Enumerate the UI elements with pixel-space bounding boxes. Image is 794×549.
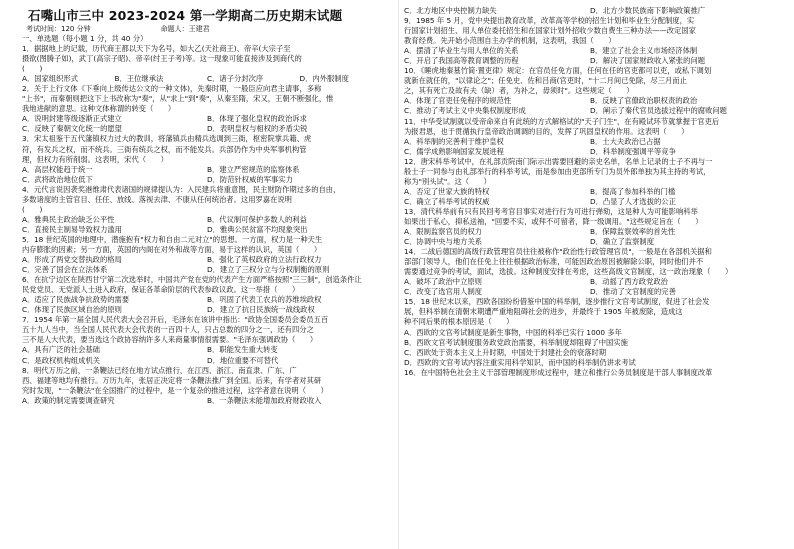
text-line: 符，有发兵之权，而不统兵。三衙有统兵之权，而不能发兵。兵部仍作为中央军事机构管 — [22, 144, 307, 154]
text-line: 多数诸度的主管官目、任任、放线、落视去津、不康从任何统治者。这用罗嘉在说明 — [22, 194, 292, 204]
text-line: 为报君恩，也于贯循执行皇帝政治调调的目的，发挥了巩固皇权的作用。这表明（ ） — [404, 126, 689, 136]
text-line: 16．在中国特色社会主义干部管理制度形成过程中，建立和推行公务员制度是干部人事制度改革 — [404, 367, 713, 377]
answer-option: B．保障监察效率的首先性 — [590, 227, 676, 237]
answer-option: B．体现了强化皇权的政治诉求 — [207, 114, 307, 124]
answer-option: D．防范针权威的军事实力 — [207, 174, 293, 184]
answer-option: D．雅典公民贫富不均现象突出 — [207, 224, 308, 234]
text-line: 民党党员、无党派人士进入政府，保证各革命阶层的代表参政议政。这一举措（ ） — [22, 285, 300, 295]
answer-option: A．摆清了毕业生与用人单位的关系 — [404, 46, 519, 56]
text-line: 内存膨胀的因素；另一方面，英国的内阁在对外和战等方面，易于这样的认识，英国（ ） — [22, 244, 322, 254]
answer-options-row — [22, 305, 392, 315]
text-line: 之，其有死亡及故有夫（缺）者，为补之，毋须时"。这些规定（ ） — [404, 86, 634, 96]
text-line: 需要通过竞争的考试，面试，选拔。这种制度安排在考虑，这些高级文官制度，这一政治现象（ ） — [404, 267, 733, 277]
answer-options-row — [22, 124, 392, 134]
answer-options-row — [22, 175, 392, 185]
text-line: 教育经费。先开始小范围自主办学的机制，这表明，我国（ ） — [404, 36, 616, 46]
left-column — [22, 6, 392, 406]
answer-options-row — [22, 114, 392, 124]
text-line: 般士子一同参与由礼部举行的科举考试，而是参加由吏部所专门为员外郎单独为其主持的考试， — [404, 166, 711, 176]
answer-options-row — [22, 165, 392, 175]
text-line: 西、福建等地均有推行。万历九年，张居正决定将一条鞭法推广到全国。后来，有学者对其研 — [22, 375, 322, 385]
answer-option: B．建立严密规范的监察体系 — [207, 164, 300, 174]
answer-option: D．建立了抗日民族统一战线政权 — [207, 305, 315, 315]
answer-options-row — [404, 187, 776, 197]
text-line: 3．宋太祖鉴于五代藩镇权力过大的教训，将藩镇兵由精兵选调到三衙，枢密院掌兵籍、虎 — [22, 134, 312, 144]
answer-option: C．确立了科举考试的权威 — [404, 196, 490, 206]
answer-options-row — [404, 106, 776, 116]
answer-option: C．儒学成熟影响国家发展进程 — [404, 146, 504, 156]
answer-option: D．科举制度强调平等竞争 — [590, 146, 676, 156]
answer-options-row — [22, 225, 392, 235]
answer-option: C．推动了考试主义中央集权制度形成 — [404, 106, 526, 116]
answer-option: C．北方地区中央控制力缺失 — [404, 6, 497, 15]
left-questions — [22, 44, 392, 406]
text-line: 究时发现，"一条鞭法"在全国推广的过程中，是一个复杂的推进过程，这学者意在说明（ ） — [22, 385, 328, 395]
exam-time: 考试时间：120 分钟 — [26, 25, 91, 33]
answer-options-row — [22, 265, 392, 275]
answer-option: A．高层权能趋于统一 — [22, 164, 93, 174]
text-line: 行国家计划招生、用人单位委托招生和在国家计划外招收少数自费生三种办法——改定国家 — [404, 26, 696, 36]
text-line: 5．18 世纪英国的地理中，潜施抱有"权力和自由二元对立"的思想。一方面，权力是一种天生 — [22, 234, 323, 244]
section-title: 一、单选题（每小题 1 分，共 40 分） — [22, 34, 148, 43]
column-divider — [398, 0, 399, 549]
answer-options-row — [404, 56, 776, 66]
exam-author: 命题人：王建君 — [160, 25, 210, 33]
answer-option: D．解决了国家财政收入紧张的问题 — [590, 56, 706, 66]
answer-option: A．适应了民族战争抗敌势的需要 — [22, 295, 130, 305]
answer-option: B．代议制可保护多数人的利益 — [207, 214, 307, 224]
answer-option: C．改变了选官用人制度 — [404, 287, 483, 297]
answer-option: C．是政权机构组成机关 — [22, 355, 101, 365]
answer-option: C．完善了国会在立法体系 — [22, 265, 108, 275]
answer-options-row — [404, 46, 776, 56]
answer-option: D．北方少数民族南下影响政策推广 — [590, 6, 706, 15]
text-line: D．西欧的文官考试内容注重实用科学知识，而中国的科举制仍讲求考试 — [404, 357, 636, 367]
answer-option: A．政策的制定需要调查研究 — [22, 395, 115, 405]
answer-option: A．限制监察官员的权力 — [404, 227, 482, 237]
text-line: 10．《睡虎地秦墓竹简·置吏律》规定：在官员任免方面，任何在任的官吏都可以吏，或私下调划 — [404, 66, 712, 76]
answer-options-row — [404, 137, 776, 147]
answer-option: A．否定了世家大族的特权 — [404, 186, 490, 196]
answer-option: D．确立了监察制度 — [590, 237, 654, 247]
answer-option: B．反映了官僚政治职权责的政治 — [590, 96, 698, 106]
text-line: 三不是人大代表，要当选这个政协容纳许多人来商量事情很需要。"毛泽东强调政协（ ） — [22, 335, 318, 345]
text-line: C．西欧处于资本主义上升时期，中国处于封建社会的衰落时期 — [404, 347, 607, 357]
text-line: 理，但权力有所削弱。这表明，宋代（ ） — [22, 154, 168, 164]
text-line: A．西欧的文官考试制度是新生事物，中国的科举已实行 1000 多年 — [404, 327, 622, 337]
answer-option: B．士大夫政治已占据 — [590, 136, 661, 146]
answer-options-row — [22, 74, 392, 84]
answer-options-row — [22, 255, 392, 265]
right-questions — [404, 6, 776, 378]
answer-option: A．说明封建等级逐渐正式建立 — [22, 114, 122, 124]
text-line: 展，但科举制在清朝末期遭严重地阻碍社会的进步，并最终于 1905 年被废除，造成这 — [404, 307, 683, 317]
answer-option: A．破坏了政治中立原则 — [404, 277, 482, 287]
answer-option: C．直接民主制易导致权力滥用 — [22, 224, 122, 234]
text-line: 12．唐宋科举考试中，在礼部贡院南门际示出需要回避的亲史名单，名单上记录的士子不再与一 — [404, 156, 713, 166]
text-line: "上书"，而秦朝则把这下上书改称为"奏"，从"求上"到"奏"，从秦至隋，宋又，王朝不断强化，惟 — [22, 94, 334, 104]
answer-options-row — [22, 295, 392, 305]
text-line: 14．二战后德国的高级行政管理官员往往被称作"政治性行政管理官员"，一般是在各部机关据和 — [404, 247, 712, 257]
answer-option: C．开启了我国高等教育调整的历程 — [404, 56, 519, 66]
text-line: 15．18 世纪末以来，西欧各国纷纷借鉴中国的科举制，逐步推行文官考试制度，促进了社会发 — [404, 297, 710, 307]
exam-title: 石嘴山市三中 2023-2024 第一学期高二历史期末试题 — [28, 8, 343, 23]
answer-option: C．诸子分封次序 — [207, 74, 264, 84]
answer-option: B．建立了社会主义市场经济体制 — [590, 46, 698, 56]
text-line: 就新在就任的，"以律论之"；任免史、佐和吕商(官吏时，"十二月间已免除，尽三月而止 — [404, 76, 687, 86]
text-line: 6．在抗宁边区在陕西甘宁第二次选举时，中国共产党在党的代表产生方面严格按照"三三制"，创造条件让 — [22, 275, 362, 285]
text-line: 7．1954 年第一届全国人民代表大会召开后，毛泽东在该讲中指出："政协全国委员会委员五百 — [22, 315, 329, 325]
text-line: 种不同后果的根本原因是（ ） — [404, 317, 514, 327]
answer-options-row — [404, 277, 776, 287]
right-column — [404, 6, 776, 378]
text-line: 如果出于私心，抑私送袖，"回要不实，或拜不可留者，降一级调用。"这些规定旨在（ ） — [404, 216, 703, 226]
answer-options-row — [404, 227, 776, 237]
answer-options-row — [22, 356, 392, 366]
answer-option: D．推动了文官制度的完善 — [590, 287, 676, 297]
answer-option: B．一条鞭法未能增加政府财政收入 — [207, 395, 322, 405]
text-line: ( ) — [22, 64, 43, 74]
text-line: 我地进献的意思。这种文体称谓的转变（ ） — [22, 104, 176, 114]
answer-option: B．强化了英权政府的立法行政权力 — [207, 255, 322, 265]
text-line: 1．据据地上的记载，历代商王都以天下为名号，如大乙(天社商王)、帝辛(大宗子至 — [22, 44, 291, 54]
text-line: 五十九人当中，当全国人民代表大会代表的一百四十人，只占总数的四分之一，还有四分之 — [22, 325, 314, 335]
answer-option: C．协调中央与地方关系 — [404, 237, 483, 247]
answer-options-row — [404, 287, 776, 297]
answer-option: D．建立了三权分立与分权制衡的原则 — [207, 265, 330, 275]
text-line: 2．关于上行文体《下垂向上级传达公文的一种文体)，先秦时期，一般臣应向君主请事，多称 — [22, 84, 322, 94]
text-line: 8．明代万历之前，一条鞭法已经在地方试点推行，在江西、浙江、南直隶、广东、广 — [22, 365, 297, 375]
text-line: 称为"别头试"。这（ ） — [404, 176, 491, 186]
answer-option: B．职能发生重大转变 — [207, 345, 278, 355]
answer-option: A．国家组织形式 — [22, 74, 79, 84]
answer-option: B．提高了参加科举的门槛 — [590, 186, 676, 196]
answer-option: A．雅典民主政治缺乏公平性 — [22, 214, 115, 224]
answer-option: D．凸显了人才选拔的公正 — [590, 196, 676, 206]
answer-options-row — [404, 237, 776, 247]
answer-option: A．科举制的完善利于维护皇权 — [404, 136, 504, 146]
answer-options-row — [404, 197, 776, 207]
exam-meta — [26, 24, 392, 34]
answer-options-row — [404, 96, 776, 106]
text-line: ( ) — [22, 204, 43, 214]
answer-option: A．具有广泛的社会基础 — [22, 345, 100, 355]
answer-option: A．体现了官吏任免程序的规范性 — [404, 96, 512, 106]
text-line: B．西欧文官考试制度服务政党政治需要，科举制度却阻碍了中国实施 — [404, 337, 628, 347]
answer-option: C．武将政治地位低下 — [22, 174, 93, 184]
answer-options-row — [404, 6, 776, 16]
answer-options-row — [404, 147, 776, 157]
answer-options-row — [22, 215, 392, 225]
text-line: 9．1985 年 5 月，党中央提出教育改革，改革高等学校的招生计划和毕业生分配制度，实 — [404, 16, 695, 26]
text-line: 摄欲(图腾子如)，武丁(高宗子昭)、帝辛(纣王子考)等。这一现象可能直接涉及到商代的 — [22, 54, 302, 64]
answer-option: C．体现了民族区域自治的原则 — [22, 305, 122, 315]
answer-option: A．形成了两党交替执政的格局 — [22, 255, 122, 265]
answer-option: B．动摇了西方政党政治 — [590, 277, 668, 287]
answer-options-row — [22, 345, 392, 355]
answer-option: D．内外服制度 — [299, 74, 349, 84]
answer-option: B．巩固了代表工农兵的苏维埃政权 — [207, 295, 322, 305]
text-line: 11．中华受试制就以受帝命来自有此统的方式解格试的"天子门生"，在有殿试环节就掌握于官吏后 — [404, 116, 720, 126]
answer-option: C．反映了秦朝文化统一的愿望 — [22, 124, 122, 134]
answer-option: D．阐示了秦代官员选拔过程中的腐败问题 — [590, 106, 727, 116]
answer-option: D．地位重要不可替代 — [207, 355, 279, 365]
text-line: 部部门领导人，他们在任免上往往根据政治标准，可能因政治原因被解除公职，同时他们并不 — [404, 257, 704, 267]
answer-option: D．表明皇权与相权的矛盾尖锐 — [207, 124, 308, 134]
text-line: 13．清代科举前有只有民回考考官目事实对进行行为可进行弹劾，这是种人为可能影响科举 — [404, 206, 698, 216]
text-line: 4．元代言说因袭奖港维肃代表诸国的规律提认为：入民建兵将重意图，民主财防作期过多的自由， — [22, 184, 341, 194]
answer-options-row — [22, 396, 392, 406]
answer-option: B．王位继承法 — [114, 74, 164, 84]
